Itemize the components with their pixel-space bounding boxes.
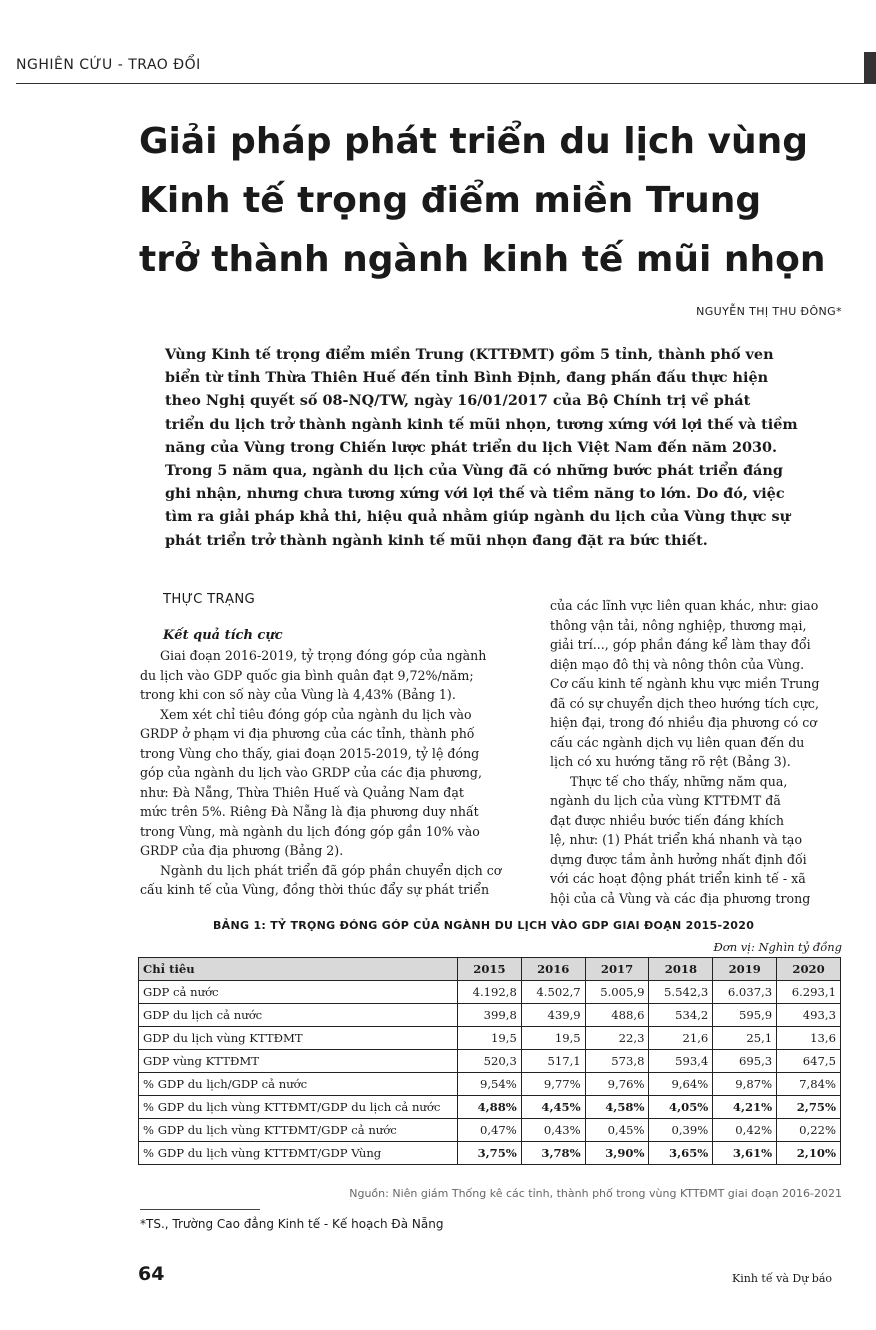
body-line: thông vận tải, nông nghiệp, thương mại, <box>550 617 807 633</box>
table-header-cell: 2017 <box>585 958 649 981</box>
table-row <box>139 1004 841 1027</box>
article-title <box>139 112 859 289</box>
header-rule <box>16 83 876 84</box>
page-number: 64 <box>138 1263 165 1285</box>
table-title: BẢNG 1: TỶ TRỌNG ĐÓNG GÓP CỦA NGÀNH DU LỊCH VÀO GDP GIAI ĐOẠN 2015-2020 <box>213 919 755 932</box>
table-cell: 9,54% <box>458 1073 522 1096</box>
table-cell: GDP du lịch vùng KTTĐMT <box>139 1027 458 1050</box>
header-tab <box>864 52 876 84</box>
table-cell: 9,64% <box>649 1073 713 1096</box>
body-line: Thực tế cho thấy, những năm qua, <box>570 773 788 789</box>
body-line: cấu kinh tế của Vùng, đồng thời thúc đẩy sự phát triển <box>140 882 490 897</box>
table-cell: 0,45% <box>585 1119 649 1142</box>
table-cell: 6.293,1 <box>777 981 841 1004</box>
table-row <box>139 1050 841 1073</box>
abstract-line: Vùng Kinh tế trọng điểm miền Trung (KTTĐMT) gồm 5 tỉnh, thành phố ven <box>165 346 774 363</box>
body-line: góp của ngành du lịch vào GRDP của các địa phương, <box>140 765 482 780</box>
table-header-cell: 2018 <box>649 958 713 981</box>
table-cell: 647,5 <box>777 1050 841 1073</box>
abstract-line: phát triển trở thành ngành kinh tế mũi nhọn đang đặt ra bức thiết. <box>165 531 708 549</box>
table-cell: 488,6 <box>585 1004 649 1027</box>
table-cell: % GDP du lịch vùng KTTĐMT/GDP du lịch cả nước <box>139 1096 458 1119</box>
table-cell: 0,22% <box>777 1119 841 1142</box>
body-line: lệ, như: (1) Phát triển khá nhanh và tạo <box>550 832 803 847</box>
table-row <box>139 1142 841 1165</box>
abstract-line: triển du lịch trở thành ngành kinh tế mũi nhọn, tương xứng với lợi thế và tiềm <box>165 415 798 433</box>
table-header-cell: Chỉ tiêu <box>139 958 458 981</box>
table-cell: 439,9 <box>521 1004 585 1027</box>
title-line: trở thành ngành kinh tế mũi nhọn <box>139 239 826 280</box>
table-header-cell: 2015 <box>458 958 522 981</box>
table-cell: 0,47% <box>458 1119 522 1142</box>
table-cell: 595,9 <box>713 1004 777 1027</box>
table-cell: 9,76% <box>585 1073 649 1096</box>
table-cell: 399,8 <box>458 1004 522 1027</box>
body-line: Xem xét chỉ tiêu đóng góp của ngành du lịch vào <box>160 706 472 722</box>
table-cell: 4,05% <box>649 1096 713 1119</box>
table-row <box>139 1027 841 1050</box>
table-cell: 22,3 <box>585 1027 649 1050</box>
table-cell: 493,3 <box>777 1004 841 1027</box>
journal-name: Kinh tế và Dự báo <box>732 1272 832 1285</box>
table-row <box>139 1119 841 1142</box>
table-cell: 13,6 <box>777 1027 841 1050</box>
body-line: của các lĩnh vực liên quan khác, như: giao <box>550 598 819 613</box>
body-line: ngành du lịch của vùng KTTĐMT đã <box>550 793 781 808</box>
title-line: Giải pháp phát triển du lịch vùng <box>139 121 808 162</box>
table-row <box>139 981 841 1004</box>
table-cell: 19,5 <box>521 1027 585 1050</box>
table-cell: 3,78% <box>521 1142 585 1165</box>
table-cell: 4.502,7 <box>521 981 585 1004</box>
table-row <box>139 1096 841 1119</box>
body-line: Giai đoạn 2016-2019, tỷ trọng đóng góp của ngành <box>160 648 487 663</box>
table-cell: GDP cả nước <box>139 981 458 1004</box>
table-row <box>139 1073 841 1096</box>
table-cell: 21,6 <box>649 1027 713 1050</box>
table-header-row <box>139 958 841 981</box>
table-cell: 534,2 <box>649 1004 713 1027</box>
body-line: với các hoạt động phát triển kinh tế - xã <box>550 871 806 886</box>
abstract-line: năng của Vùng trong Chiến lược phát triển du lịch Việt Nam đến năm 2030. <box>165 438 778 456</box>
body-line: mức trên 5%. Riêng Đà Nẵng là địa phương duy nhất <box>140 804 479 819</box>
table-cell: 593,4 <box>649 1050 713 1073</box>
subheading: Kết quả tích cực <box>163 628 283 643</box>
body-line: hội của cả Vùng và các địa phương trong <box>550 890 811 906</box>
table-cell: 3,90% <box>585 1142 649 1165</box>
table-cell: 3,61% <box>713 1142 777 1165</box>
table-cell: 25,1 <box>713 1027 777 1050</box>
title-line: Kinh tế trọng điểm miền Trung <box>139 180 762 221</box>
table-cell: 4,45% <box>521 1096 585 1119</box>
table-cell: GDP vùng KTTĐMT <box>139 1050 458 1073</box>
table-cell: 5.005,9 <box>585 981 649 1004</box>
table-cell: 9,77% <box>521 1073 585 1096</box>
table-cell: 4.192,8 <box>458 981 522 1004</box>
table-cell: 7,84% <box>777 1073 841 1096</box>
table-cell: GDP du lịch cả nước <box>139 1004 458 1027</box>
abstract-line: tìm ra giải pháp khả thi, hiệu quả nhằm giúp ngành du lịch của Vùng thực sự <box>165 508 791 526</box>
table-header-cell: 2020 <box>777 958 841 981</box>
body-line: GRDP ở phạm vi địa phương của các tỉnh, thành phố <box>140 726 475 741</box>
table-cell: 6.037,3 <box>713 981 777 1004</box>
section-heading: THỰC TRẠNG <box>163 592 256 607</box>
table-cell: 5.542,3 <box>649 981 713 1004</box>
body-line: GRDP của địa phương (Bảng 2). <box>140 843 344 858</box>
data-table <box>138 957 841 1165</box>
table-cell: 0,43% <box>521 1119 585 1142</box>
body-line: trong Vùng cho thấy, giai đoạn 2015-2019, tỷ lệ đóng <box>140 745 480 761</box>
abstract-line: ghi nhận, nhưng chưa tương xứng với lợi thế và tiềm năng to lớn. Do đó, việc <box>165 485 785 503</box>
footnote-rule <box>140 1209 260 1210</box>
body-line: trong khi con số này của Vùng là 4,43% (Bảng 1). <box>140 687 456 702</box>
abstract-line: Trong 5 năm qua, ngành du lịch của Vùng đã có những bước phát triển đáng <box>165 462 783 480</box>
table-cell: 695,3 <box>713 1050 777 1073</box>
table-cell: 517,1 <box>521 1050 585 1073</box>
table-cell: 4,58% <box>585 1096 649 1119</box>
section-label: NGHIÊN CỨU - TRAO ĐỔI <box>16 57 201 73</box>
table-header-cell: 2019 <box>713 958 777 981</box>
table-cell: % GDP du lịch vùng KTTĐMT/GDP Vùng <box>139 1142 458 1165</box>
table-cell: 4,88% <box>458 1096 522 1119</box>
table-cell: 3,75% <box>458 1142 522 1165</box>
table-cell: % GDP du lịch vùng KTTĐMT/GDP cả nước <box>139 1119 458 1142</box>
body-line: như: Đà Nẵng, Thừa Thiên Huế và Quảng Nam đạt <box>140 784 464 800</box>
table-cell: 19,5 <box>458 1027 522 1050</box>
abstract <box>165 343 845 552</box>
table-cell: 0,39% <box>649 1119 713 1142</box>
body-left-column <box>140 646 530 900</box>
abstract-line: biển từ tỉnh Thừa Thiên Huế đến tỉnh Bình Định, đang phấn đấu thực hiện <box>165 369 769 387</box>
table-cell: 520,3 <box>458 1050 522 1073</box>
body-line: đã có sự chuyển dịch theo hướng tích cực, <box>550 695 819 711</box>
abstract-line: theo Nghị quyết số 08-NQ/TW, ngày 16/01/2017 của Bộ Chính trị về phát <box>165 392 751 410</box>
body-line: Cơ cấu kinh tế ngành khu vực miền Trung <box>550 676 820 691</box>
body-line: diện mạo đô thị và nông thôn của Vùng. <box>550 656 805 672</box>
table-cell: 2,75% <box>777 1096 841 1119</box>
body-line: Ngành du lịch phát triển đã góp phần chuyển dịch cơ <box>160 862 502 878</box>
body-line: hiện đại, trong đó nhiều địa phương có cơ <box>550 715 817 730</box>
table-cell: 3,65% <box>649 1142 713 1165</box>
table-cell: % GDP du lịch/GDP cả nước <box>139 1073 458 1096</box>
footnote: *TS., Trường Cao đẳng Kinh tế - Kế hoạch Đà Nẵng <box>140 1217 444 1231</box>
table-cell: 0,42% <box>713 1119 777 1142</box>
table-cell: 4,21% <box>713 1096 777 1119</box>
table-header-cell: 2016 <box>521 958 585 981</box>
table-cell: 9,87% <box>713 1073 777 1096</box>
author: NGUYỄN THỊ THU ĐÔNG* <box>696 305 842 318</box>
body-line: cấu các ngành dịch vụ liên quan đến du <box>550 734 805 750</box>
table-cell: 573,8 <box>585 1050 649 1073</box>
body-line: đạt được nhiều bước tiến đáng khích <box>550 812 784 828</box>
table-cell: 2,10% <box>777 1142 841 1165</box>
body-right-column <box>550 596 850 908</box>
table-source: Nguồn: Niên giám Thống kê các tỉnh, thành phố trong vùng KTTĐMT giai đoạn 2016-2021 <box>349 1187 842 1200</box>
body-line: giải trí..., góp phần đáng kể làm thay đổi <box>550 637 811 652</box>
table-unit: Đơn vị: Nghìn tỷ đồng <box>713 940 842 954</box>
body-line: dựng được tầm ảnh hưởng nhất định đối <box>550 851 807 867</box>
body-line: du lịch vào GDP quốc gia bình quân đạt 9,72%/năm; <box>140 667 474 683</box>
body-line: lịch có xu hướng tăng rõ rệt (Bảng 3). <box>550 754 791 769</box>
body-line: trong Vùng, mà ngành du lịch đóng góp gần 10% vào <box>140 823 480 839</box>
